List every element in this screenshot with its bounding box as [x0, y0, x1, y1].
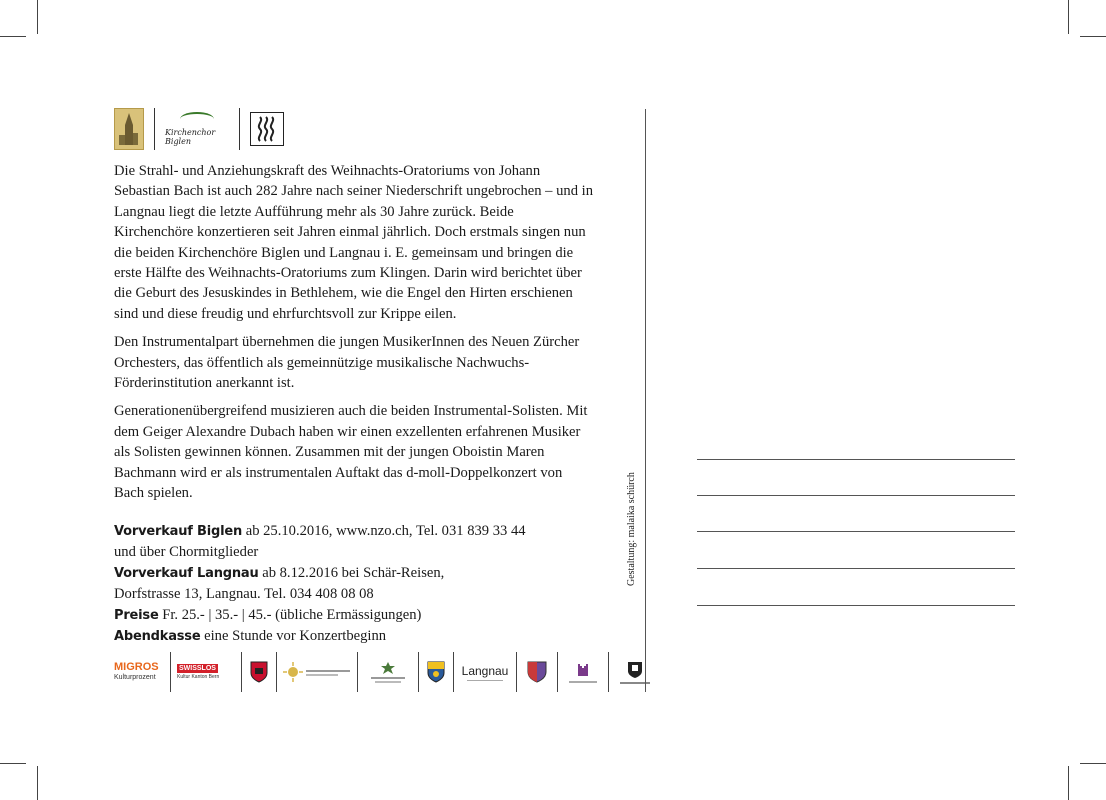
waves-icon: [252, 114, 282, 144]
swisslos-logo: [177, 652, 235, 692]
logo-divider: [239, 108, 240, 150]
presale-langnau: [114, 563, 634, 584]
presale-biglen-label: Vorverkauf Biglen: [114, 524, 243, 539]
kirchenchor-biglen-logo: [165, 108, 229, 150]
sponsor-divider: [418, 652, 419, 692]
sponsor-divider: [241, 652, 242, 692]
crop-mark: [1080, 36, 1106, 37]
purple-church-logo-icon: [564, 652, 602, 692]
sponsor-divider: [276, 652, 277, 692]
prices-text: Fr. 25.- | 35.- | 45.- (übliche Ermässigungen): [158, 606, 422, 623]
ticket-info: [114, 521, 634, 647]
emmental-coat-of-arms-icon: [425, 652, 447, 692]
presale-langnau-text: ab 8.12.2016 bei Schär-Reisen,: [258, 564, 445, 581]
swisslos-sub: Kultur Kanton Bern: [177, 673, 220, 680]
crop-mark: [1068, 766, 1069, 800]
address-line: [697, 568, 1015, 569]
address-line: [697, 605, 1015, 606]
black-crest-logo-icon: [615, 652, 655, 692]
sun-logo-icon: [283, 652, 351, 692]
sponsor-divider: [608, 652, 609, 692]
address-line: [697, 495, 1015, 496]
presale-langnau-cont: Dorfstrasse 13, Langnau. Tel. 034 408 08 08: [114, 586, 374, 603]
waves-logo: [250, 112, 284, 146]
box-office-label: Abendkasse: [114, 629, 201, 645]
presale-biglen-cont: und über Chormitglieder: [114, 544, 259, 561]
migros-sub: Kulturprozent: [114, 674, 156, 681]
bern-coat-of-arms-icon: [248, 652, 270, 692]
crop-mark: [0, 763, 26, 764]
migros-logo: [114, 652, 164, 692]
prices: [114, 605, 634, 626]
kirchenchor-logo-text: Kirchenchor Biglen: [165, 128, 216, 146]
sponsor-divider: [170, 652, 171, 692]
crop-mark: [1080, 763, 1106, 764]
top-logo-row: [114, 108, 284, 150]
sponsor-divider: [557, 652, 558, 692]
paragraph-intro: Die Strahl- und Anziehungskraft des Weihnachts-Oratoriums von Johann Sebastian Bach ist auch 282 Jahre nach seiner Niederschrift ungebrochen – und in Langnau liegt die letzte Aufführung mehr als 30 Jahre zurück. Beide Kirchenchöre konzertieren seit Jahren einmal jährlich. Doch erstmals singen nun die beiden Kirchenchöre Biglen und Langnau i. E. gemeinsam und bringen die erste Hälfte des Weihnachts-Oratoriums zum Klingen. Darin wird berichtet über die Geburt des Jesuskindes in Bethlehem, wie die Engel den Hirten erschienen sind und diese freudig und ehrfurchtsvoll zur Krippe eilen.: [114, 163, 594, 322]
langnau-logo-text: Langnau: [461, 663, 509, 678]
design-credit: Gestaltung: malaika schürch: [626, 472, 637, 586]
parish-logo-icon: [523, 652, 551, 692]
paragraph-soloists: Generationenübergreifend musizieren auch die beiden Instrumental-Solisten. Mit dem Geiger Alexandre Dubach haben wir einen exzellenten erfahrenen Musiker als Solisten gewinnen können. Zusammen mit der jungen Oboistin Maren Bachmann wird er als instrumentalen Auftakt das d-moll-Doppelkonzert von Bach spielen.: [114, 403, 588, 502]
presale-biglen: [114, 521, 634, 542]
presale-biglen-text: ab 25.10.2016, www.nzo.ch, Tel. 031 839 33 44: [242, 523, 526, 539]
langnau-logo: [460, 652, 510, 692]
crop-mark: [37, 0, 38, 34]
crop-mark: [1068, 0, 1069, 34]
center-divider: [645, 109, 646, 692]
crop-mark: [0, 36, 26, 37]
address-line: [697, 531, 1015, 532]
address-line: [697, 459, 1015, 460]
reformed-church-logo-icon: [364, 652, 412, 692]
swisslos-name: SWISSLOS: [179, 664, 216, 672]
presale-langnau-label: Vorverkauf Langnau: [114, 565, 259, 581]
sponsor-logo-row: [114, 652, 655, 692]
sponsor-divider: [357, 652, 358, 692]
sponsor-divider: [453, 652, 454, 692]
body-text: [114, 161, 594, 512]
sponsor-divider: [516, 652, 517, 692]
box-office-text: eine Stunde vor Konzertbeginn: [200, 628, 387, 645]
crop-mark: [37, 766, 38, 800]
prices-label: Preise: [114, 607, 159, 623]
church-logo: [114, 108, 144, 150]
migros-name: MIGROS: [114, 661, 159, 673]
arc-icon: [180, 112, 214, 126]
box-office: [114, 626, 634, 647]
logo-divider: [154, 108, 155, 150]
paragraph-orchestra: Den Instrumentalpart übernehmen die jungen MusikerInnen des Neuen Zürcher Orchesters, das öffentlich als gemeinnützige musikalische Nachwuchs-Förderinstitution anerkannt ist.: [114, 334, 580, 392]
